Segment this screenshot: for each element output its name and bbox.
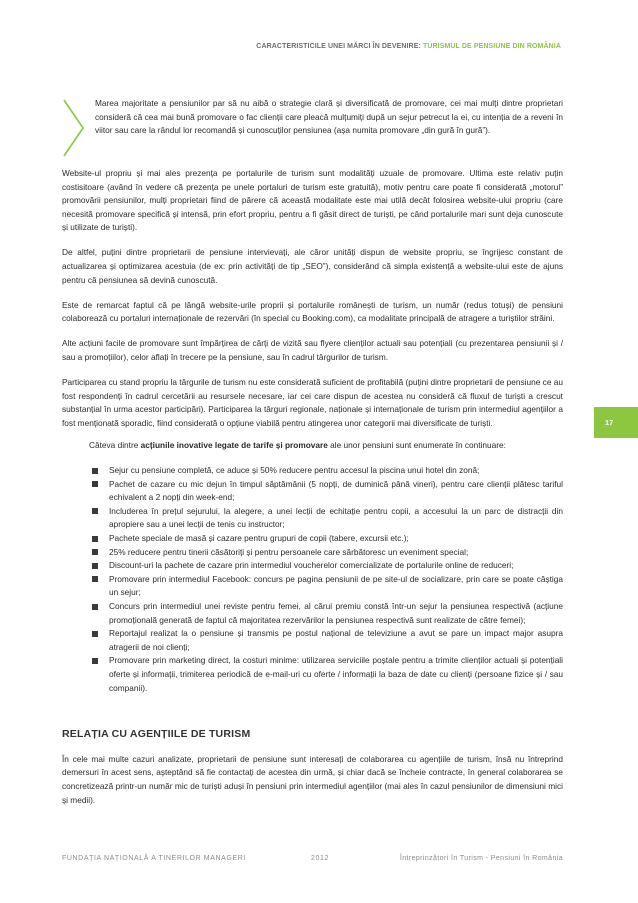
footer-organization: FUNDAȚIA NAȚIONALĂ A TINERILOR MANAGERI [62, 855, 246, 862]
list-item [89, 573, 563, 600]
square-bullet-icon [92, 658, 98, 664]
section-paragraph: În cele mai multe cazuri analizate, proprietarii de pensiune sunt interesați de colaborarea cu agențiile de turism, însă nu întreprind demersuri în acest sens, așteptând să fie contactați de acestea din urmă, și chiar dacă se încheie contracte, în general colaborarea se concretizează printr-un număr mic de turiști aduși în pensiuni prin intermediul agențiilor (mai ales în cazul pensiunilor de dimensiuni mici și medii). [62, 753, 563, 805]
list-item [89, 532, 563, 546]
list-item [89, 600, 563, 627]
list-item-text: Pachet de cazare cu mic dejun în timpul săptămânii (5 nopți, de duminică până vineri), pentru care clienții plătesc tariful echivalent a 2 nopți din week-end; [109, 478, 563, 503]
chevron-quote-icon [62, 98, 86, 158]
list-item-text: Sejur cu pensiune completă, ce aduce și 50% reducere pentru accesul la piscina unui hotel din zonă; [109, 465, 480, 476]
page-number-tab [594, 407, 638, 438]
paragraph: De altfel, puțini dintre proprietarii de pensiune intervievați, ale căror unități dispun de website propriu, se îngrijesc constant de actualizarea și optimizarea acestuia (de ex: prin activități de tip „SEO”), considerând că simpla existență a website-ului este de ajuns pentru că pensiunea să devină cunoscută. [62, 247, 563, 285]
square-bullet-icon [92, 604, 98, 610]
pull-quote: Marea majoritate a pensiunilor par să nu aibă o strategie clară și diversificată de promovare, cei mai mulți dintre proprietari consideră că cea mai bună promovare o fac clienții care pleacă mulțumiți după un sejur petrecut la ei, cu intenția de a reveni în viitor sau care la rândul lor recomandă și cunoscuților pensiunea (așa numita promovare „din gură în gură”). [95, 98, 563, 136]
list-item-text: Promovare prin intermediul Facebook: concurs pe pagina pensiunii de pe site-ul de socializare, prin care se poate câștiga un sejur; [109, 573, 563, 598]
list-item-text: Reportajul realizat la o pensiune și transmis pe postul național de televiziune a avut se pare un impact major asupra atragerii de noi clienți; [109, 628, 563, 652]
footer-year: 2012 [311, 855, 329, 862]
list-item [89, 464, 563, 478]
section-heading: RELAȚIA CU AGENȚIILE DE TURISM [62, 728, 251, 741]
list-item [89, 627, 563, 654]
list-item [89, 505, 563, 532]
square-bullet-icon [92, 549, 98, 555]
list-intro-bold: acțiunile inovative legate de tarife și promovare [140, 440, 328, 450]
square-bullet-icon [92, 536, 98, 542]
square-bullet-icon [92, 481, 98, 487]
list-item-text: Discount-uri la pachete de cazare prin intermediul voucherelor comercializate de portalurile online de reduceri; [109, 560, 514, 571]
list-item [89, 478, 563, 505]
list-item [89, 559, 563, 573]
list-intro-start: Câteva dintre [89, 440, 141, 450]
list-intro-end: ale unor pensiuni sunt enumerate în continuare: [327, 440, 506, 450]
innovative-actions-list [89, 439, 563, 695]
header-highlight: TURISMUL DE PENSIUNE DIN ROMÂNIA [422, 43, 561, 50]
main-body [62, 167, 563, 819]
list-item-text: Pachete speciale de masă și cazare pentru grupuri de copii (tabere, excursii etc.); [109, 533, 409, 544]
list-item [89, 546, 563, 560]
page-number: 17 [605, 418, 614, 427]
square-bullet-icon [92, 563, 98, 569]
paragraph: Participarea cu stand propriu la târgurile de turism nu este considerată suficient de profitabilă (puțini dintre proprietarii de pensiune ce au fost respondenți în cadrul cercetării au resursele necesare, iar cei care dispun de acestea nu consideră că fluxul de turiști a crescut substanțial în urma acestor participări). Participarea la târguri regionale, naționale și internaționale de turism prin intermediul agențiilor a fost menționată sporadic, fiind considerată o opțiune viabilă pentru atingerea unor categorii mai diversificate de turiști. [62, 377, 563, 428]
square-bullet-icon [92, 631, 98, 637]
footer-publication: Întreprinzători în Turism - Pensiuni în România [399, 855, 563, 862]
paragraph: Alte acțiuni facile de promovare sunt împărțirea de cărți de vizită sau flyere clienților actuali sau potențiali (cu prezentarea pensiunii și / sau a promoțiilor), celor aflați în trecere pe la pensiune, sau în cadrul târgurilor de turism. [62, 338, 563, 363]
list-item [89, 654, 563, 695]
paragraph: Website-ul propriu și mai ales prezența pe portalurile de turism sunt modalități uzuale de promovare. Ultima este relativ puțin costisitoare (având în vedere că prezența pe unele portaluri de turism este gratuită), motiv pentru care poate fi considerată „motorul” promovării pensiunilor, mulți proprietari fiind de părere că această modalitate este mai utilă decât folosirea website-ului propriu (care necesită promovare specifică și intensă, prin efort propriu, pentru a fi găsit direct de turiști, pe când portalurile mari sunt deja cunoscute și utilizate de turiști). [62, 168, 563, 233]
paragraph: Este de remarcat faptul că pe lângă website-urile proprii și portalurile românești de turism, un număr (redus totuși) de pensiuni colaborează cu portaluri internaționale de rezervări (în special cu Booking.com), ca modalitate principală de atragere a turiștilor străini. [62, 299, 563, 324]
bullet-list [89, 464, 563, 695]
list-intro [89, 439, 563, 453]
list-item-text: Concurs prin intermediul unei reviste pentru femei, al cărui premiu constă într-un sejur la pensiunea respectivă (acțiune promoțională generată de faptul că majoritatea rezervărilor la pensiunea respectivă sunt realizate de către femei); [109, 601, 563, 625]
square-bullet-icon [92, 508, 98, 514]
header-prefix: CARACTERISTICILE UNEI MĂRCI ÎN DEVENIRE: [256, 43, 423, 50]
running-header [0, 43, 561, 50]
list-item-text: 25% reducere pentru tinerii căsătoriți și pentru persoanele care sărbătoresc un eveniment special; [109, 546, 469, 557]
square-bullet-icon [92, 468, 98, 474]
square-bullet-icon [92, 576, 98, 582]
list-item-text: Promovare prin marketing direct, la costuri minime: utilizarea serviciile poștale pentru a trimite clienților actuali și potențiali oferte și informații, trimiterea periodică de e-mail-uri cu oferte / informații la baza de date cu clienți (persoane fizice și / sau companii). [109, 655, 563, 693]
list-item-text: Includerea în prețul sejurului, la alegere, a unei lecții de echitație pentru copii, a accesului la un parc de distracții din apropiere sau a unei lecții de tenis cu instructor; [109, 505, 563, 530]
